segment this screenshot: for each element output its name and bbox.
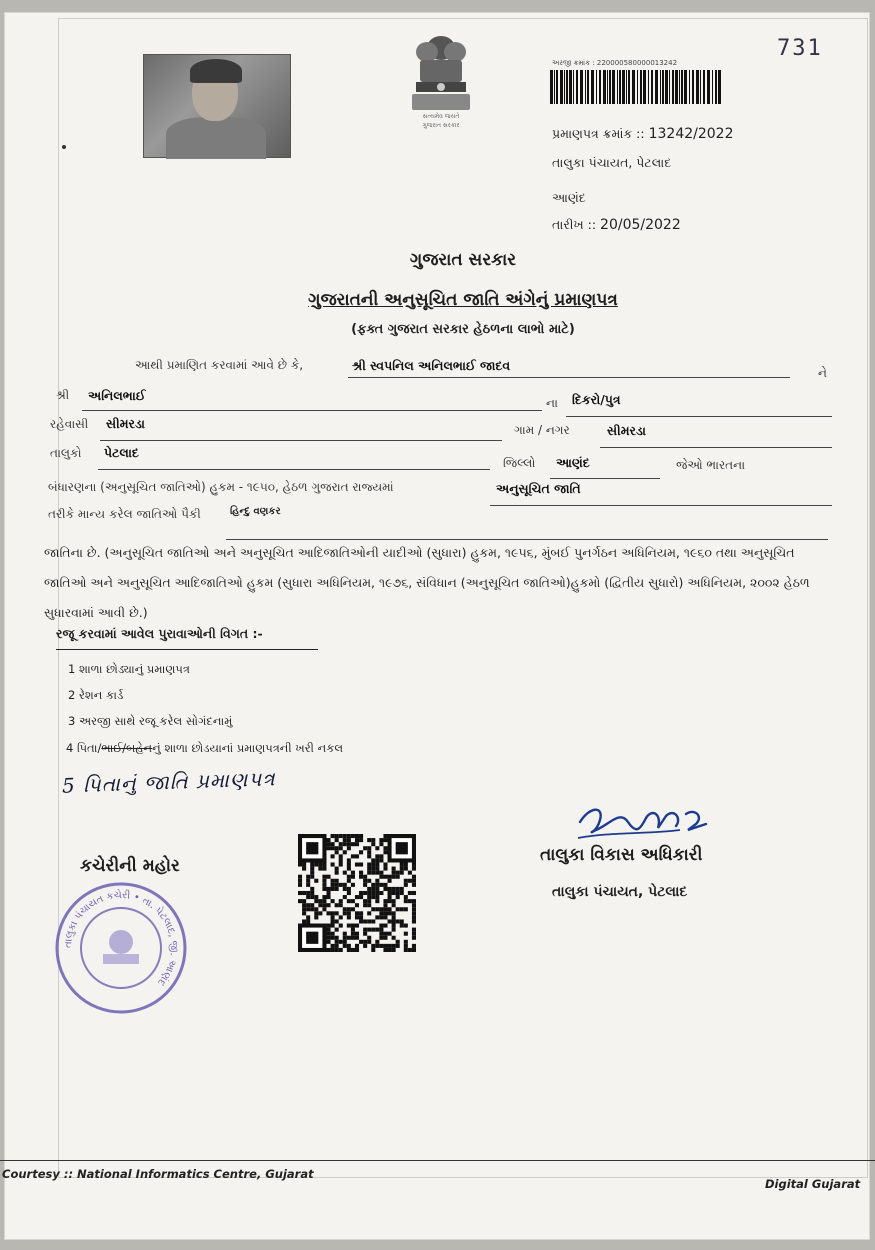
officer-title: તાલુકા વિકાસ અધિકારી [540,845,703,865]
taluka: પેટલાદ [104,445,139,460]
certificate-title: ગુજરાતની અનુસૂચિત જાતિ અંગેનું પ્રમાણપત્ર [308,290,618,310]
district: આણંદ [556,455,590,470]
certificate-number-label: પ્રમાણપત્ર ક્રમાંક :: [552,126,645,141]
na-label: ના [546,396,558,410]
punch-dot [62,145,66,149]
recognized-label: તરીકે માન્ય કરેલ જાતિઓ પૈકી [48,507,201,521]
document-item: 1 શાળા છોડ્યાનું પ્રમાણપત્ર [68,662,190,676]
footer-courtesy: Courtesy :: National Informatics Centre, Gujarat [2,1167,314,1181]
officer-office: તાલુકા પંચાયત, પેટલાદ [552,884,688,900]
category: અનુસૂચિત જાતિ [496,481,581,496]
resident: સીમરડા [106,416,145,431]
svg-text:તાલુકા પંચાયત કચેરી • તા. પેટલ: તાલુકા પંચાયત કચેરી • તા. પેટલાદ, જી. આણંદ [62,889,180,988]
certificate-subtitle: (ફક્ત ગુજરાત સરકાર હેઠળના લાભો માટે) [351,322,575,337]
certificate-number-row [552,126,733,142]
applicant-photo [143,54,291,158]
qr-code [298,834,416,952]
document-item: 3 અરજી સાથે રજૂ કરેલ સોગંદનામું [68,714,233,728]
issuing-office: તાલુકા પંચાયત, પેટલાદ [552,155,672,170]
date-row [552,217,681,233]
shri-label: શ્રી [56,388,70,402]
handwritten-number: 731 [777,36,823,61]
office-seal-label: કચેરીની મહોર [80,856,180,876]
footer-brand: Digital Gujarat [765,1177,861,1191]
emblem-caption: સત્યમેવ જયતે ગુજરાત સરકાર [422,113,460,129]
legal-paragraph: જાતિના છે. (અનુસૂચિત જાતિઓ અને અનુસૂચિત આદિજાતિઓની યાદીઓ (સુધારા) હુકમ, ૧૯૫૬, મુંબઈ પુનર્ગઠન અધિનિયમ, ૧૯૬૦ તથા અનુસૂચિત જાતિઓ અને અનુસૂચિત આદિજાતિઓ હુકમ (સુધારા અધિનિયમ, ૧૯૭૬, સંવિધાન (અનુસૂચિત જાતિઓ)હુકમો (દ્વિતીય સુધારો) અધિનિયમ, ૨૦૦૨ હેઠળ સુધારવામાં આવી છે.) [44,545,810,620]
certificate-number: 13242/2022 [648,126,734,142]
barcode [550,70,725,104]
village: સીમરડા [607,423,646,438]
district-label: જિલ્લો [503,456,536,470]
issue-date: 20/05/2022 [600,217,681,233]
name-suffix: ને [818,366,827,380]
applicant-name: શ્રી સ્વપનિલ અનિલભાઈ જાદવ [352,358,511,373]
village-label: ગામ / નગર [514,423,570,437]
government-heading: ગુજરાત સરકાર [409,250,517,270]
application-number: અરજી ક્રમાંક : 220000580000013242 [552,59,678,67]
document-item: 2 રેશન કાર્ડ [68,688,124,702]
caste: હિન્દુ વણકર [230,506,281,517]
relation: દિકરો/પુત્ર [572,392,621,407]
document-item-4: 4 પિતા/ભાઈ/બહેનનું શાળા છોડયાનાં પ્રમાણપત્રની ખરી નકલ [66,741,344,755]
date-label: તારીખ :: [552,217,597,232]
office-stamp [53,880,189,1016]
constitution-label: બંધારણના (અનુસૂચિત જાતિઓ) હુકમ - ૧૯૫૦, હેઠળ ગુજરાત રાજ્યમાં [48,480,394,494]
handwritten-document-item: 5 પિતાનું જાતિ પ્રમાણપત્ર [61,766,276,798]
father-name: અનિલભાઈ [88,388,146,403]
struck-text: ભાઈ/બહેન [101,741,153,755]
officer-signature [570,800,710,850]
intro-label: આથી પ્રમાણિત કરવામાં આવે છે કે, [135,358,304,372]
resident-label: રહેવાસી [50,417,89,431]
taluka-label: તાલુકો [50,446,82,460]
indian-label: જેઓ ભારતના [676,458,746,472]
place: આણંદ [552,190,586,205]
documents-heading: રજૂ કરવામાં આવેલ પુરાવાઓની વિગત :- [56,626,263,641]
